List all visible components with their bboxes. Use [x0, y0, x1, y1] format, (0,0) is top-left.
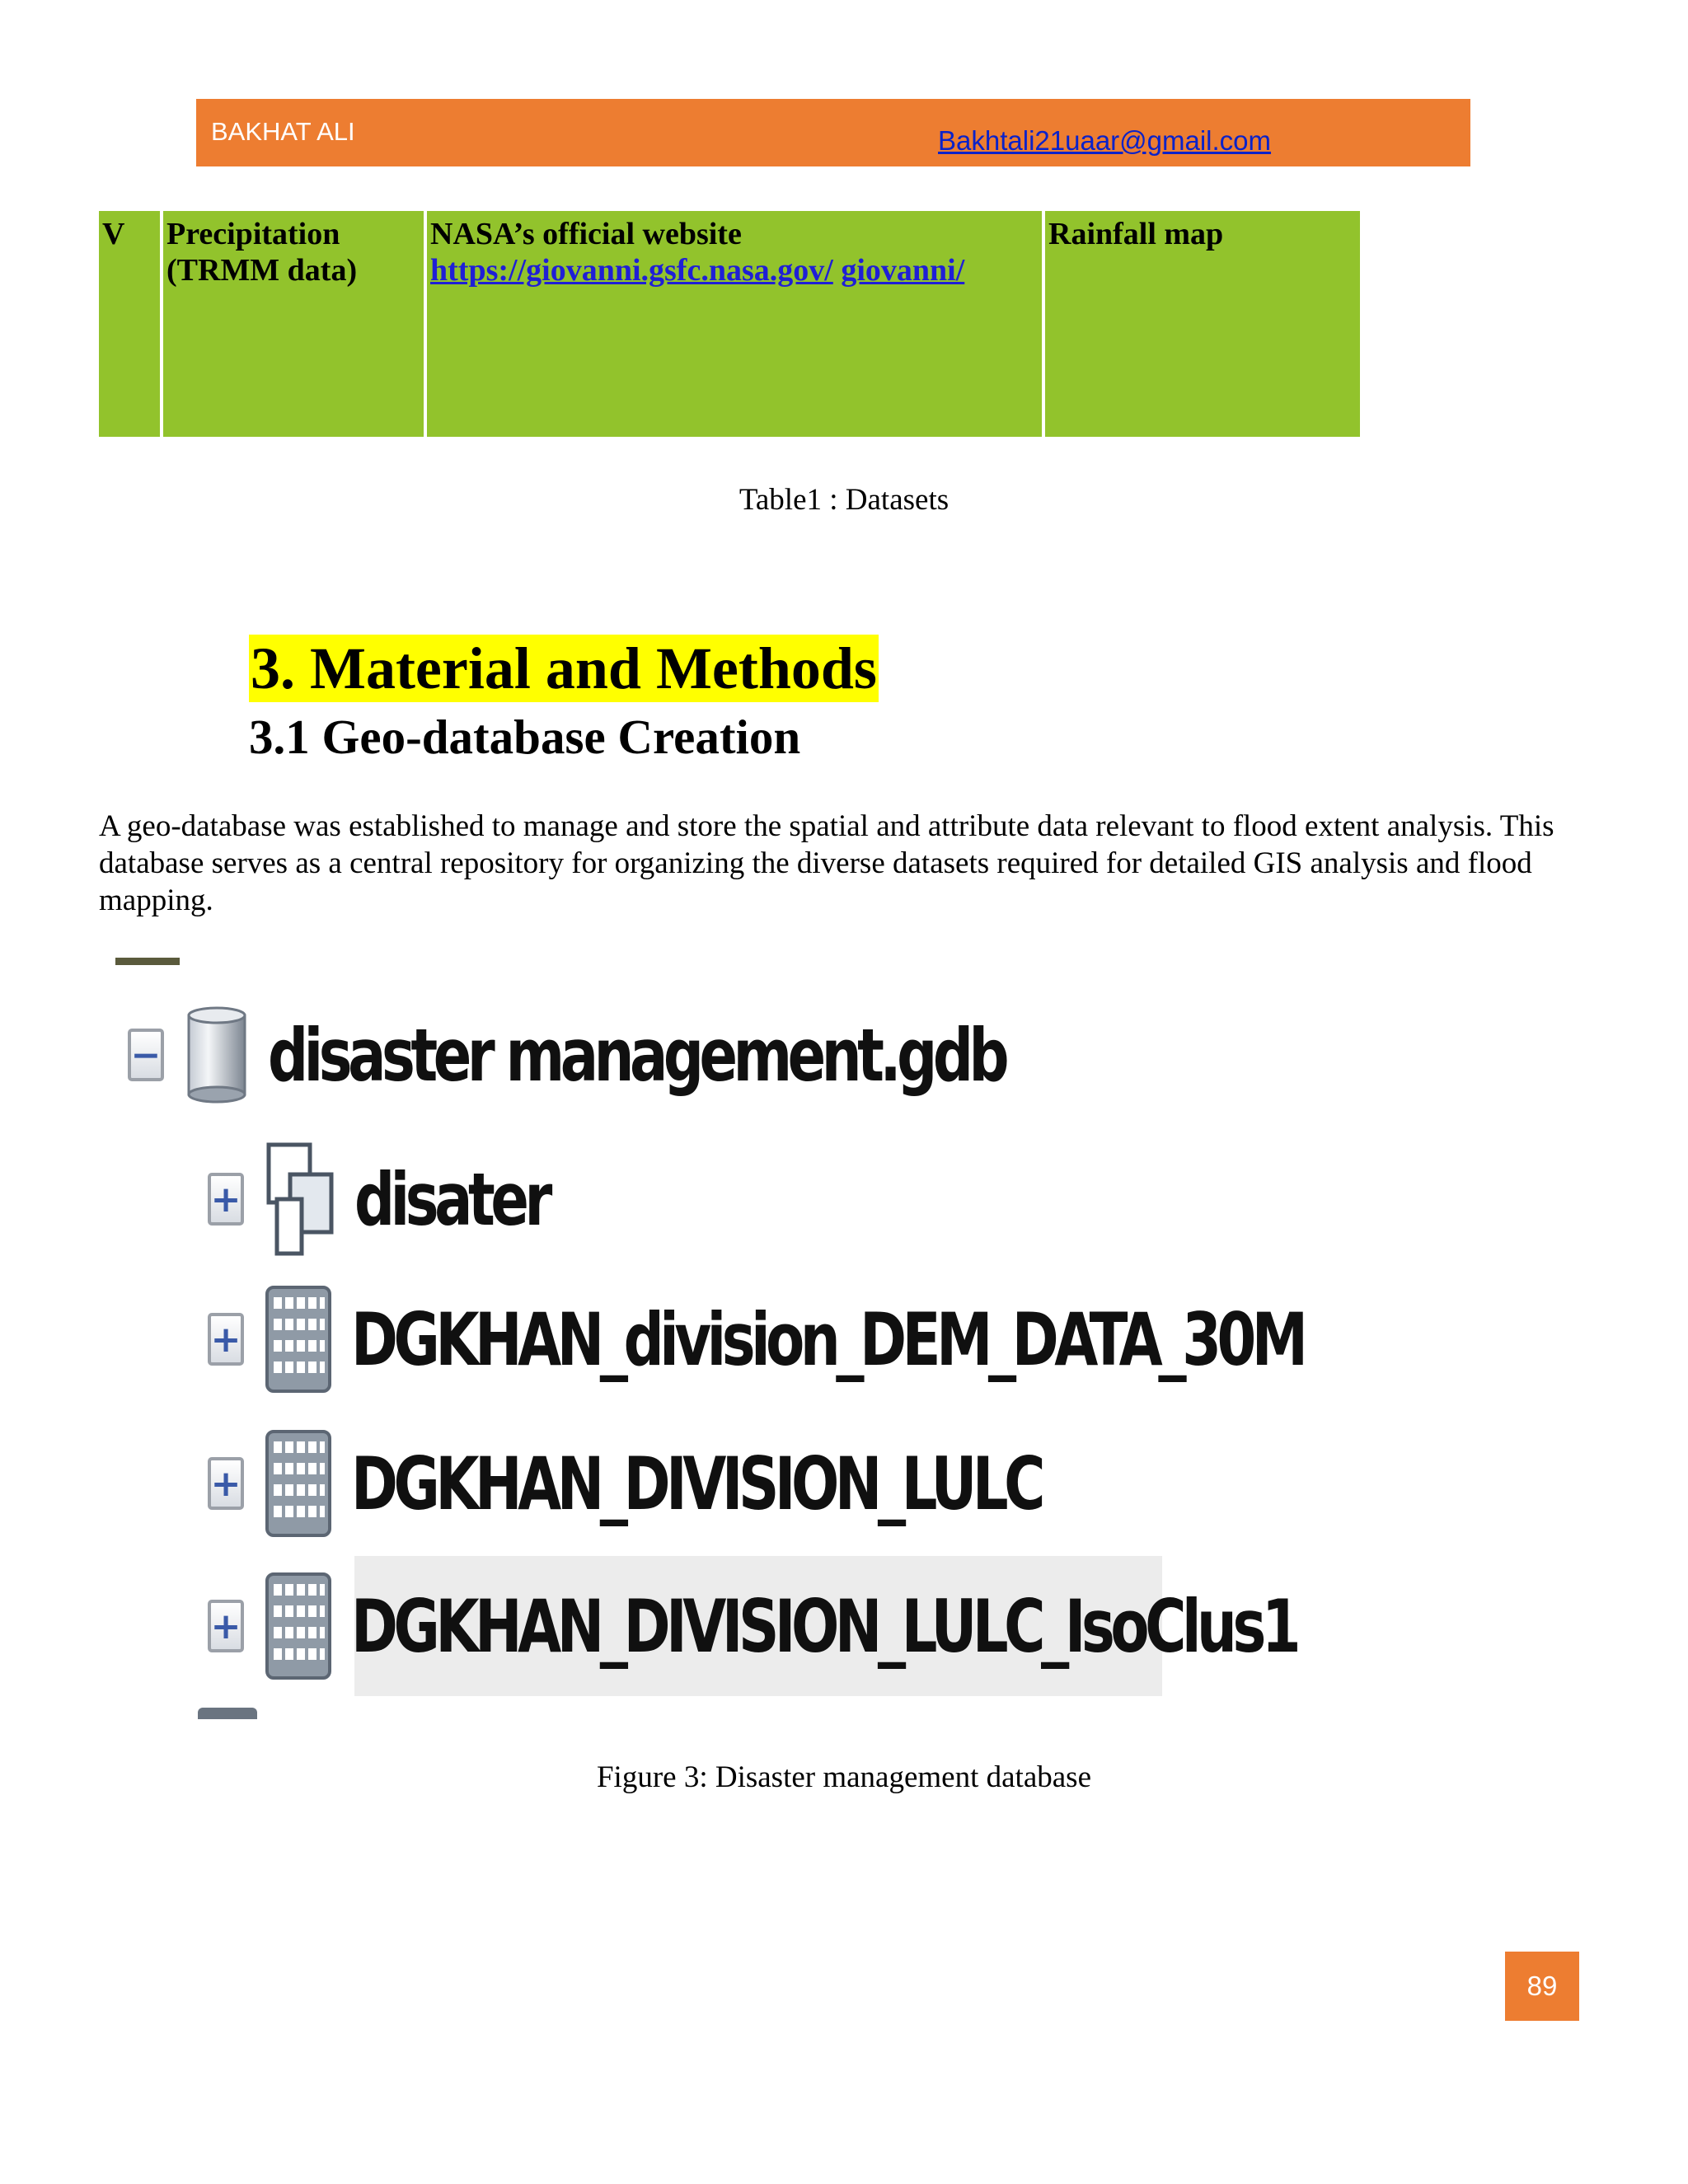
expand-icon[interactable]: + [208, 1173, 244, 1226]
tree-top-edge [115, 958, 180, 965]
database-icon [185, 1005, 248, 1104]
tree-label-dem: DGKHAN_division_DEM_DATA_30M [351, 1296, 1304, 1382]
tree-label-disater: disater [354, 1156, 548, 1242]
row-index-cell: V [99, 211, 163, 437]
author-name: BAKHAT ALI [211, 117, 355, 146]
subsection-title: 3.1 Geo-database Creation [249, 710, 801, 764]
table-caption: Table1 : Datasets [738, 483, 950, 517]
datasets-table [99, 211, 1360, 437]
source-cell [427, 211, 1045, 437]
tree-node-isoclus[interactable] [208, 1577, 1564, 1675]
tree-label-root: disaster management.gdb [268, 1012, 1006, 1098]
expand-icon[interactable]: + [208, 1457, 244, 1510]
body-paragraph: A geo-database was established to manage and store the spatial and attribute data relevant to flood extent analysis. This database serves as a central repository for organizing the diverse datasets required for detailed GIS analysis and flood mapping. [99, 809, 1554, 917]
tree-bottom-edge [198, 1708, 257, 1719]
tree-node-root[interactable] [128, 1005, 1212, 1104]
source-link-2[interactable]: giovanni/ [841, 253, 965, 288]
tree-node-dem[interactable] [208, 1290, 1573, 1389]
catalog-tree-figure [107, 948, 1304, 1731]
page-number: 89 [1505, 1952, 1579, 2021]
header-bar [196, 99, 1470, 166]
section-title: 3. Material and Methods [251, 635, 877, 701]
raster-icon [265, 1572, 331, 1680]
tree-node-lulc[interactable] [208, 1434, 1236, 1533]
expand-icon[interactable]: + [208, 1313, 244, 1366]
raster-icon [265, 1430, 331, 1537]
expand-icon[interactable]: + [208, 1600, 244, 1652]
table-row [99, 211, 1360, 437]
author-email-link[interactable]: Bakhtali21uaar@gmail.com [938, 125, 1272, 156]
feature-dataset-icon [265, 1141, 335, 1257]
collapse-icon[interactable]: − [128, 1029, 164, 1081]
source-label: NASA’s official website [430, 217, 742, 251]
dataset-cell: Precipitation (TRMM data) [163, 211, 427, 437]
source-link-1[interactable]: https://giovanni.gsfc.nasa.gov/ [430, 253, 833, 288]
figure-caption: Figure 3: Disaster management database [596, 1760, 1092, 1794]
tree-label-isoclus: DGKHAN_DIVISION_LULC_IsoClus1 [351, 1583, 1297, 1669]
tree-label-lulc: DGKHAN_DIVISION_LULC [351, 1441, 1042, 1526]
output-cell: Rainfall map [1045, 211, 1360, 437]
raster-icon [265, 1286, 331, 1393]
tree-node-disater[interactable] [208, 1150, 603, 1249]
